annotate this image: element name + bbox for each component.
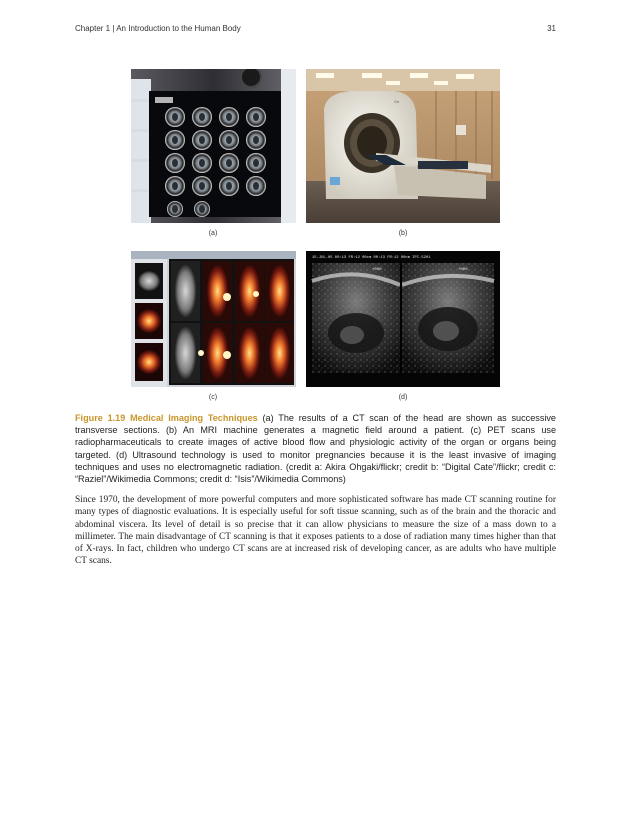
body-paragraph: Since 1970, the development of more powerful computers and more sophisticated software has made CT scanning routine for many types of diagnostic evaluations. It is especially useful for soft tissue scanning, such as of the brain and the thoracic and abdominal viscera. Its level of detail is so precise that it can allow physicians to measure the size of a mass down to a millimeter. The main disadvantage of CT scanning is that it exposes patients to a dose of radiation many times higher than that of X-rays. In fact, children who undergo CT scans are at increased risk of developing cancer, as are adults who have multiple CT scans. <box>75 495 556 567</box>
figure-caption-text: (a) The results of a CT scan of the head are shown as successive transverse sections. (b) An MRI machine generates a magnetic field around a patient. (c) PET scans use radiopharmaceuticals to create images of active blood flow and physiologic activity of the organ or organs being targeted. (d) Ultrasound technology is used to monitor pregnancies because it is the least invasive of imaging techniques and uses no electromagnetic radiation. (credit a: Akira Ohgaki/flickr; credit b: “Digital Cate”/flickr; credit c: “Raziel”/Wikimedia Commons; credit d: “Isis”/Wikimedia Commons) <box>75 413 556 485</box>
figure-label: Figure 1.19 Medical Imaging Techniques <box>75 413 258 423</box>
mri-machine-photo <box>306 69 500 223</box>
page-number: 31 <box>547 24 556 33</box>
svg-text:Ge: Ge <box>394 99 400 104</box>
figure-caption <box>75 412 556 485</box>
ultrasound-depth-mark-left: +000 <box>372 268 382 272</box>
ultrasound-depth-mark-right: +000 <box>458 268 468 272</box>
ultrasound-photo <box>306 251 500 387</box>
panel-label-b: (b) <box>398 230 408 237</box>
pet-scan-screenshot <box>131 251 296 387</box>
ct-scan-photo <box>131 69 296 223</box>
ultrasound-overlay-text: 15-JUL-05 00:13 FR:12 00cm 00:13 FR:12 00cm IPC-5201 <box>312 256 431 260</box>
panel-label-d: (d) <box>398 394 408 401</box>
panel-label-a: (a) <box>208 230 218 237</box>
panel-label-c: (c) <box>208 394 218 401</box>
running-header: Chapter 1 | An Introduction to the Human Body <box>75 24 241 33</box>
